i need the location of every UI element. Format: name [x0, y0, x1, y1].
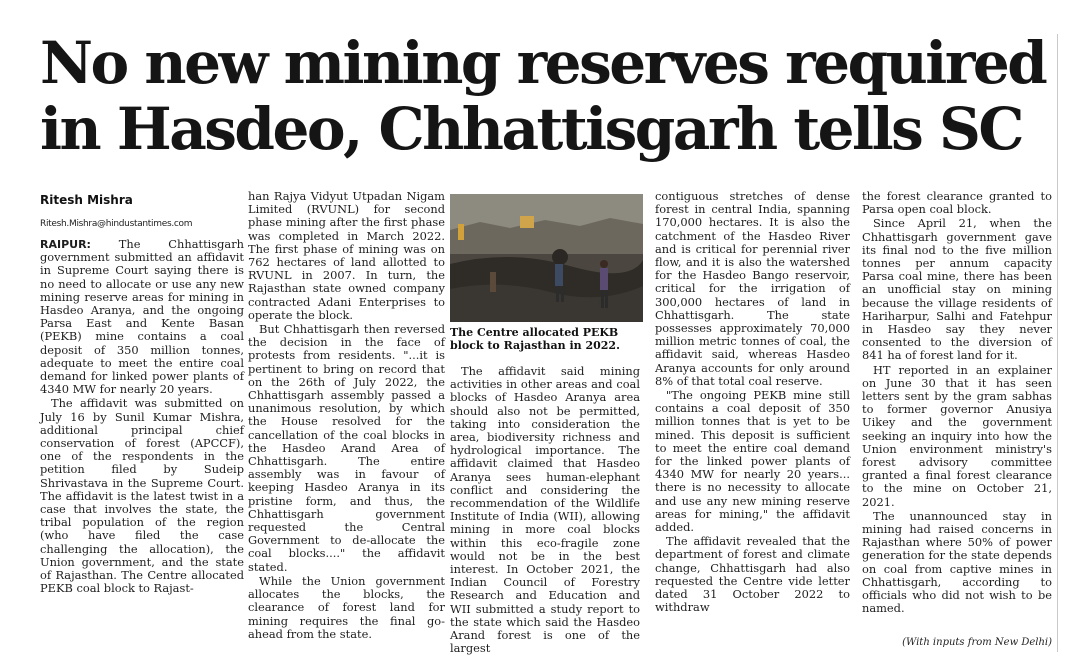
- article-column-2: [248, 190, 445, 642]
- paragraph: The affidavit was submitted on July 16 by Sunil Kumar Mishra, additional principal chief conservation of forest (APCCF), one of the respondents in the petition filed by Sudeip Shrivastava in the Supreme Court. The affidavit is the latest twist in a case that involves the state, the tribal population of the region (who have filed the case challenging the allocation), the Union government, and the state of Rajasthan. The Centre allocated PEKB coal block to Rajast-: [40, 396, 244, 596]
- article-column-3: [450, 365, 640, 656]
- paragraph: The affidavit revealed that the department of forest and climate change, Chhattisgarh had also requested the Centre vide letter dated 31 October 2022 to withdraw: [655, 534, 850, 615]
- paragraph: contiguous stretches of dense forest in central India, spanning 170,000 hectares. It is also the catchment of the Hasdeo River and is critical for perennial river flow, and it is also the watershed for the Hasdeo Bango reservoir, critical for the irrigation of 300,000 hectares of land in Chhattisgarh. The state possesses approximately 70,000 million metric tonnes of coal, the affidavit said, whereas Hasdeo Aranya accounts for only around 8% of that total coal reserve.: [655, 189, 850, 388]
- photo-caption: The Centre allocated PEKB block to Rajasthan in 2022.: [450, 326, 620, 352]
- paragraph: han Rajya Vidyut Utpadan Nigam Limited (RVUNL) for second phase mining after the first phase was completed in March 2022. The first phase of mining was on 762 hectares of land allotted to RVUNL in 2007. In turn, the Rajasthan state owned company contracted Adani Enterprises to operate the block.: [248, 189, 445, 322]
- lead-paragraph: [40, 238, 244, 396]
- dateline: RAIPUR:: [40, 238, 91, 251]
- mine-photo-image: [450, 194, 643, 322]
- paragraph: the forest clearance granted to Parsa open coal block.: [862, 189, 1052, 217]
- paragraph: HT reported in an explainer on June 30 that it has seen letters sent by the gram sabhas to former governor Anusiya Uikey and the government seeking an inquiry into how the Union environment ministry's forest advisory committee granted a final forest clearance to the mine on October 21, 2021.: [862, 362, 1052, 509]
- article-column-5: [862, 190, 1052, 617]
- paragraph: While the Union government allocates the blocks, the clearance of forest land for mining requires the final go-ahead from the state.: [248, 573, 445, 641]
- paragraph: Since April 21, when the Chhattisgarh government gave its final nod to the five million tonnes per annum capacity Parsa coal mine, there has been an unofficial stay on mining because the village residents of Hariharpur, Salhi and Fatehpur in Hasdeo say they never consented to the diversion of 841 ha of forest land for it.: [862, 216, 1052, 363]
- paragraph-text: The Chhattisgarh government submitted an affidavit in Supreme Court saying there is no need to allocate or use any new mining reserve areas for mining in Hasdeo Aranya, and the ongoing Parsa East and Kente Basan (PEKB) mine contains a coal deposit of 350 million tonnes, adequate to meet the entire coal demand for linked power plants of 4340 MW for nearly 20 years.: [40, 237, 244, 397]
- headline-line-1: No new mining reserves required: [40, 29, 1046, 97]
- news-photo: [450, 194, 643, 322]
- paragraph: The unannounced stay in mining had raised concerns in Rajasthan where 50% of power generation for the state depends on coal from captive mines in Chhattisgarh, according to officials who did not wish to be named.: [862, 508, 1052, 616]
- article-column-4: [655, 190, 850, 616]
- paragraph: The affidavit said mining activities in other areas and coal blocks of Hasdeo Aranya area should also not be permitted, taking into consideration the area, biodiversity richness and hydrological importance. The affidavit claimed that Hasdeo Aranya sees human-elephant conflict and considering the recommendation of the Wildlife Institute of India (WII), allowing mining in more coal blocks within this eco-fragile zone would not be in the best interest. In October 2021, the Indian Council of Forestry Research and Education and WII submitted a study report to the state which said the Hasdeo Arand forest is one of the largest: [450, 364, 640, 656]
- article-column-1: [40, 192, 244, 596]
- headline-line-2: in Hasdeo, Chhattisgarh tells SC: [40, 95, 1023, 163]
- author-email: Ritesh.Mishra@hindustantimes.com: [40, 219, 193, 229]
- column-divider-rule: [1057, 34, 1058, 652]
- paragraph: But Chhattisgarh then reversed the decision in the face of protests from residents. "...it is pertinent to bring on record that on the 26th of July 2022, the Chhattisgarh assembly passed a unanimous resolution, by which the House resolved for the cancellation of the coal blocks in the Hasdeo Arand Area of Chhattisgarh. The entire assembly was in favour of keeping Hasdeo Aranya in its pristine form, and thus, the Chhattisgarh government requested the Central Government to de-allocate the coal blocks...." the affidavit stated.: [248, 322, 445, 574]
- inputs-credit: (With inputs from New Delhi): [902, 637, 1052, 648]
- byline: Ritesh Mishra: [40, 193, 133, 207]
- paragraph: "The ongoing PEKB mine still contains a coal deposit of 350 million tonnes that is yet to be mined. This deposit is sufficient to meet the entire coal demand for the linked power plants of 4340 MW for nearly 20 years... there is no necessity to allocate and use any new mining reserve areas for mining," the affidavit added.: [655, 388, 850, 535]
- headline: [40, 30, 1050, 162]
